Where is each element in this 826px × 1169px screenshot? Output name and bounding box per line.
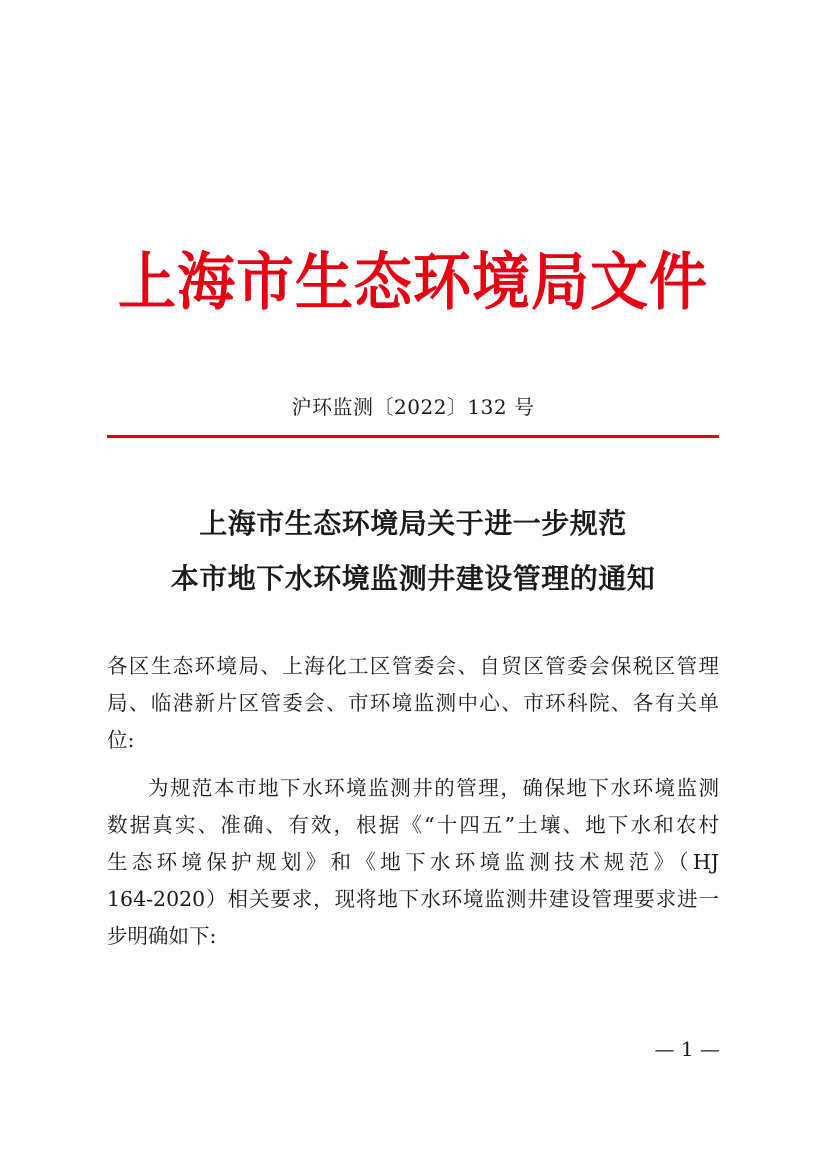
addressee-paragraph — [107, 648, 719, 759]
body-line: 数据真实、准确、有效，根据《“十四五”土壤、地下水和农村 — [107, 813, 719, 837]
notice-title-line-1: 上海市生态环境局关于进一步规范 — [199, 507, 627, 540]
addressee-line: 位: — [107, 728, 135, 752]
notice-title-line-2: 本市地下水环境监测井建设管理的通知 — [170, 562, 656, 595]
body-paragraph — [107, 770, 719, 955]
body-line: 为规范本市地下水环境监测井的管理，确保地下水环境监测 — [148, 776, 719, 800]
page-number: — 1 — — [654, 1037, 720, 1061]
masthead-title: 上海市生态环境局文件 — [117, 245, 708, 319]
body-line: 生态环境保护规划》和《地下水环境监测技术规范》（HJ — [107, 850, 719, 874]
red-divider-line — [107, 435, 719, 438]
document-number: 沪环监测〔2022〕132 号 — [291, 395, 535, 419]
addressee-line: 局、临港新片区管委会、市环境监测中心、市环科院、各有关单 — [107, 691, 719, 715]
body-line: 步明确如下: — [107, 924, 217, 948]
addressee-line: 各区生态环境局、上海化工区管委会、自贸区管委会保税区管理 — [107, 654, 719, 678]
body-line: 164-2020）相关要求，现将地下水环境监测井建设管理要求进一 — [107, 887, 719, 911]
